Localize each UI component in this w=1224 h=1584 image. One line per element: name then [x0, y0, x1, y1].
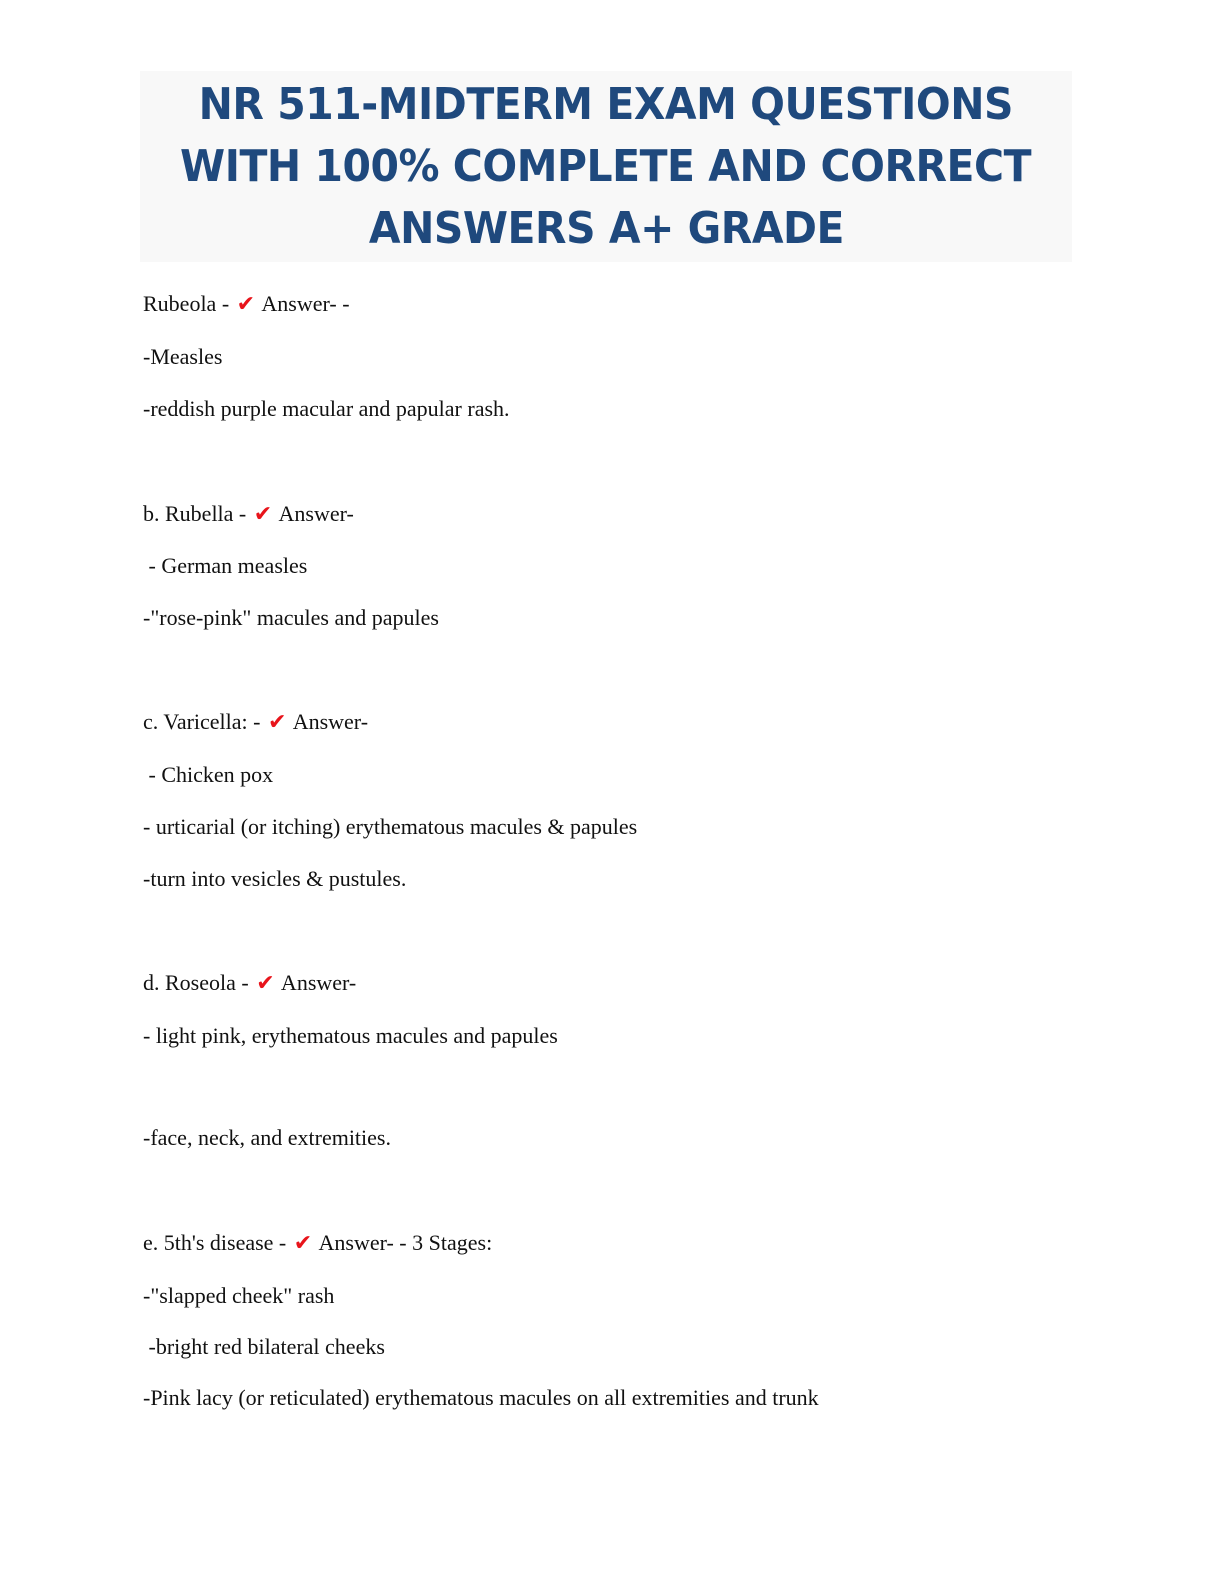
- answer-line: -face, neck, and extremities.: [143, 1125, 391, 1150]
- answer-line: - German measles: [143, 553, 308, 578]
- question-text: b. Rubella -: [143, 501, 252, 526]
- question-text: Rubeola -: [143, 291, 235, 316]
- checkmark-icon: ✔: [256, 971, 275, 996]
- checkmark-icon: ✔: [293, 1231, 313, 1256]
- answer-label: Answer-: [288, 709, 369, 734]
- question-text: c. Varicella: -: [143, 709, 266, 734]
- answer-line: -"rose-pink" macules and papules: [143, 605, 439, 630]
- title-line-1: NR 511-MIDTERM EXAM QUESTIONS: [198, 78, 1014, 130]
- answer-label: Answer- - 3 Stages:: [314, 1230, 493, 1255]
- title-line-2: WITH 100% COMPLETE AND CORRECT: [180, 140, 1032, 192]
- question-rubella: [143, 501, 354, 528]
- answer-line: - light pink, erythematous macules and papules: [143, 1023, 558, 1048]
- answer-label: Answer-: [274, 501, 354, 526]
- question-text: e. 5th's disease -: [143, 1230, 292, 1255]
- checkmark-icon: ✔: [236, 292, 256, 317]
- document-title-banner: [140, 71, 1072, 262]
- question-roseola: [143, 970, 356, 997]
- checkmark-icon: ✔: [253, 502, 273, 527]
- checkmark-icon: ✔: [267, 710, 287, 735]
- answer-line: -Measles: [143, 344, 223, 369]
- answer-line: -"slapped cheek" rash: [143, 1283, 335, 1308]
- answer-line: - Chicken pox: [143, 762, 274, 787]
- answer-label: Answer-: [276, 970, 357, 995]
- answer-line: -bright red bilateral cheeks: [143, 1334, 385, 1359]
- title-line-3: ANSWERS A+ GRADE: [368, 202, 844, 254]
- answer-line: - urticarial (or itching) erythematous macules & papules: [143, 814, 638, 839]
- answer-line: -turn into vesicles & pustules.: [143, 866, 407, 891]
- question-varicella: [143, 709, 368, 736]
- answer-label: Answer- -: [257, 291, 350, 316]
- question-rubeola: [143, 291, 350, 318]
- answer-line: -Pink lacy (or reticulated) erythematous macules on all extremities and trunk: [143, 1385, 819, 1410]
- question-fifths-disease: [143, 1230, 492, 1257]
- answer-line: -reddish purple macular and papular rash.: [143, 396, 510, 421]
- question-text: d. Roseola -: [143, 970, 255, 995]
